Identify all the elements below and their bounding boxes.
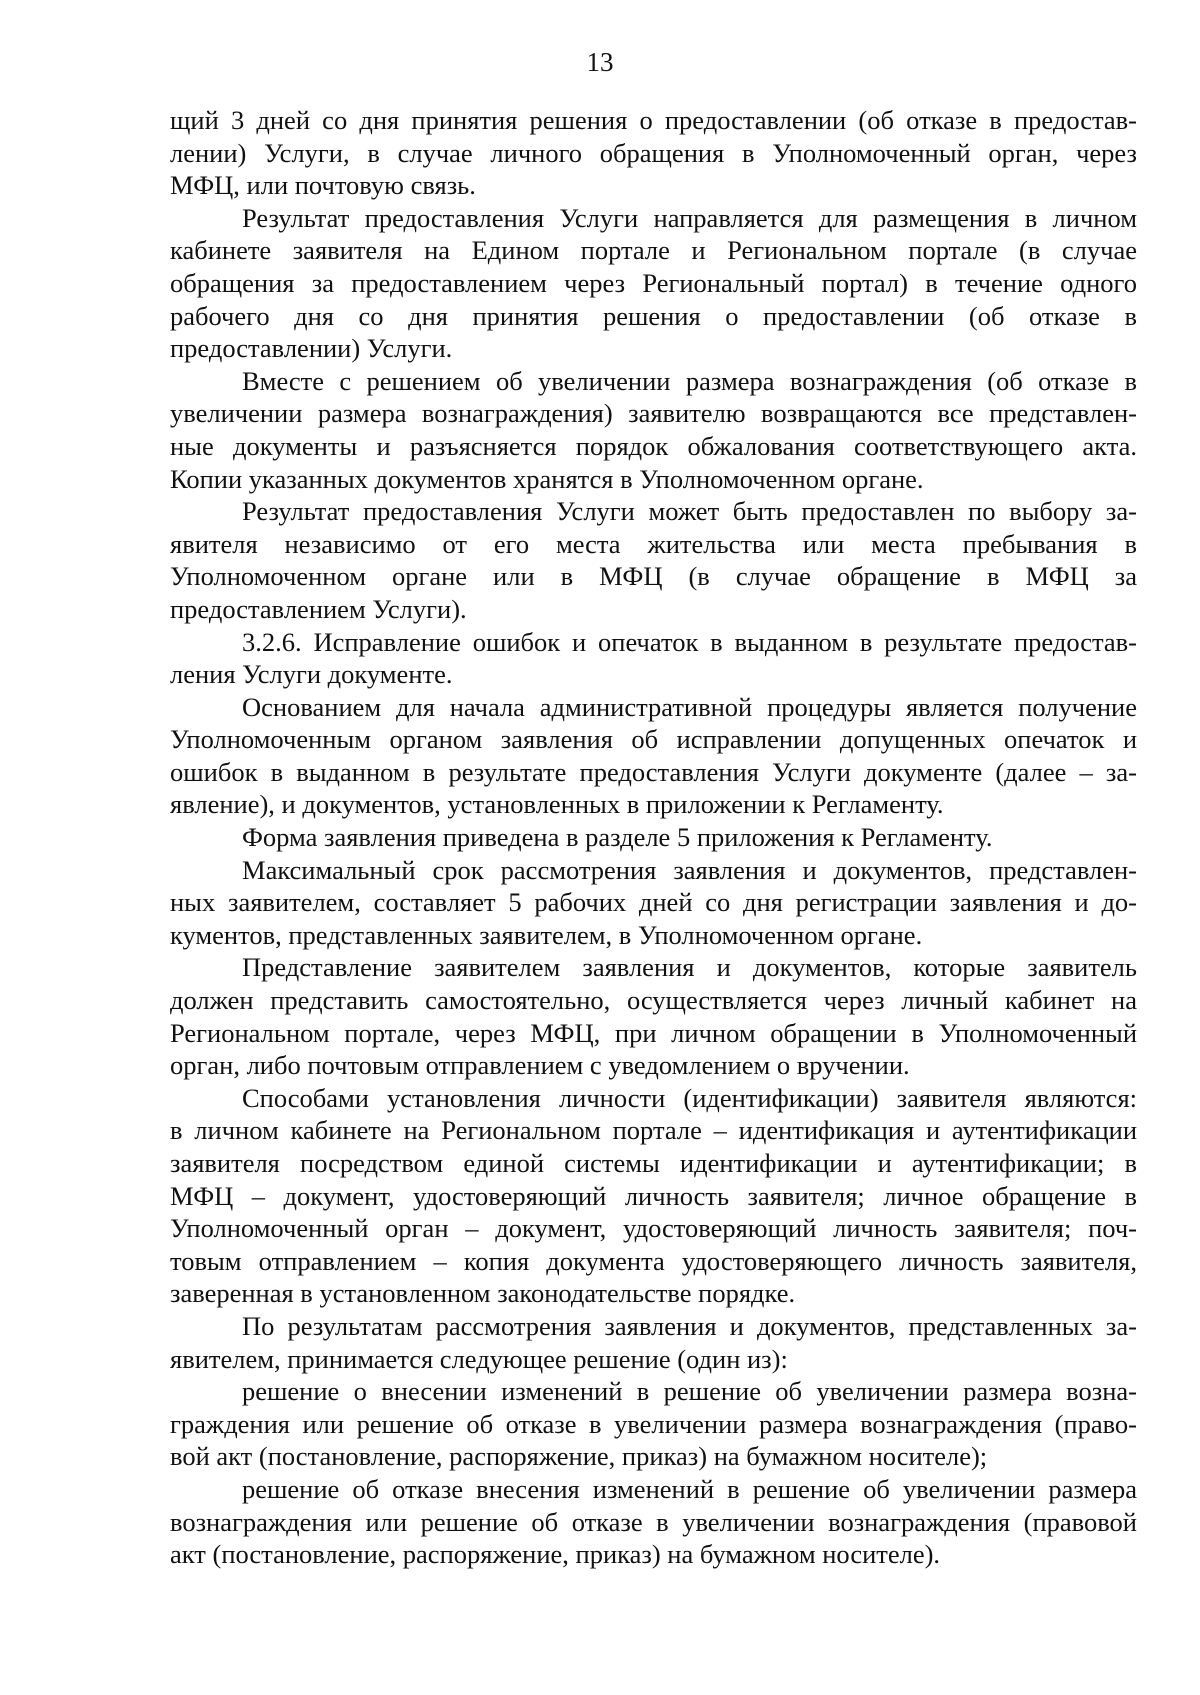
text-line: Результат предоставления Услуги может быть предоставлен по выбору за- bbox=[242, 496, 1137, 527]
text-line: предоставлении) Услуги. bbox=[170, 333, 453, 364]
page-number: 13 bbox=[586, 47, 614, 77]
paragraph bbox=[170, 1082, 1137, 1310]
text-line: рабочего дня со дня принятия решения о предоставлении (об отказе в bbox=[170, 300, 1137, 331]
text-line: решение об отказе внесения изменений в решение об увеличении размера bbox=[242, 1473, 1137, 1504]
text-line: ления Услуги документе. bbox=[170, 659, 453, 690]
text-line: Уполномоченным органом заявления об исправлении допущенных опечаток и bbox=[170, 724, 1137, 755]
paragraph bbox=[170, 495, 1137, 625]
text-line: предоставлением Услуги). bbox=[170, 593, 467, 624]
paragraph bbox=[170, 1375, 1137, 1473]
text-line: Способами установления личности (идентификации) заявителя являются: bbox=[242, 1082, 1137, 1113]
document-body bbox=[170, 104, 1137, 1571]
text-line: кабинете заявителя на Едином портале и Региональном портале (в случае bbox=[170, 235, 1137, 266]
text-line: Копии указанных документов хранятся в Уполномоченном органе. bbox=[170, 463, 924, 494]
text-line: кументов, представленных заявителем, в Уполномоченном органе. bbox=[170, 919, 923, 950]
paragraph bbox=[170, 691, 1137, 821]
text-line: обращения за предоставлением через Региональный портал) в течение одного bbox=[170, 267, 1137, 298]
text-line: Представление заявителем заявления и документов, которые заявитель bbox=[242, 952, 1137, 983]
text-line: товым отправлением – копия документа удостоверяющего личность заявителя, bbox=[170, 1245, 1137, 1276]
text-line: Вместе с решением об увеличении размера вознаграждения (об отказе в bbox=[242, 365, 1137, 396]
text-line: ошибок в выданном в результате предоставления Услуги документе (далее – за- bbox=[170, 756, 1137, 787]
text-line: лении) Услуги, в случае личного обращения в Уполномоченный орган, через bbox=[170, 137, 1137, 168]
text-line: МФЦ – документ, удостоверяющий личность заявителя; личное обращение в bbox=[170, 1180, 1137, 1211]
paragraph bbox=[170, 1473, 1137, 1571]
text-line: заявителя посредством единой системы идентификации и аутентификации; в bbox=[170, 1148, 1137, 1178]
text-line: Уполномоченном органе или в МФЦ (в случае обращение в МФЦ за bbox=[170, 561, 1137, 592]
text-line: Результат предоставления Услуги направляется для размещения в личном bbox=[242, 202, 1137, 233]
text-line: 3.2.6. Исправление ошибок и опечаток в выданном в результате предостав- bbox=[242, 626, 1137, 657]
text-line: ные документы и разъясняется порядок обжалования соответствующего акта. bbox=[170, 430, 1137, 461]
text-line: должен представить самостоятельно, осуществляется через личный кабинет на bbox=[170, 985, 1137, 1016]
paragraph bbox=[170, 821, 1137, 854]
text-line: Региональном портале, через МФЦ, при личном обращении в Уполномоченный bbox=[170, 1017, 1137, 1048]
text-line: явителя независимо от его места жительства или места пребывания в bbox=[170, 528, 1137, 559]
paragraph bbox=[170, 951, 1137, 1081]
text-line: явителем, принимается следующее решение (один из): bbox=[170, 1343, 788, 1374]
text-line: граждения или решение об отказе в увеличении размера вознаграждения (право- bbox=[170, 1408, 1137, 1439]
text-line: решение о внесении изменений в решение об увеличении размера возна- bbox=[242, 1376, 1137, 1407]
text-line: МФЦ, или почтовую связь. bbox=[170, 170, 476, 201]
text-line: щий 3 дней со дня принятия решения о предоставлении (об отказе в предостав- bbox=[170, 105, 1137, 135]
text-line: Основанием для начала административной процедуры является получение bbox=[242, 691, 1137, 722]
text-line: ных заявителем, составляет 5 рабочих дней со дня регистрации заявления и до- bbox=[170, 887, 1137, 918]
text-line: в личном кабинете на Региональном портале – идентификация и аутентификации bbox=[170, 1115, 1137, 1146]
paragraph bbox=[170, 104, 1137, 202]
paragraph bbox=[170, 854, 1137, 952]
paragraph bbox=[170, 365, 1137, 495]
text-line: Форма заявления приведена в разделе 5 приложения к Регламенту. bbox=[242, 822, 993, 853]
text-line: вознаграждения или решение об отказе в увеличении вознаграждения (правовой bbox=[170, 1506, 1137, 1537]
text-line: вой акт (постановление, распоряжение, приказ) на бумажном носителе); bbox=[170, 1441, 988, 1472]
paragraph bbox=[170, 626, 1137, 691]
text-line: заверенная в установленном законодательстве порядке. bbox=[170, 1278, 796, 1309]
text-line: увеличении размера вознаграждения) заявителю возвращаются все представлен- bbox=[170, 398, 1137, 429]
paragraph bbox=[170, 1310, 1137, 1375]
text-line: явление), и документов, установленных в приложении к Регламенту. bbox=[170, 789, 944, 820]
paragraph bbox=[170, 202, 1137, 365]
text-line: акт (постановление, распоряжение, приказ) на бумажном носителе). bbox=[170, 1539, 941, 1570]
text-line: орган, либо почтовым отправлением с уведомлением о вручении. bbox=[170, 1050, 910, 1081]
text-line: Уполномоченный орган – документ, удостоверяющий личность заявителя; поч- bbox=[170, 1213, 1137, 1244]
text-line: По результатам рассмотрения заявления и документов, представленных за- bbox=[242, 1310, 1137, 1341]
text-line: Максимальный срок рассмотрения заявления и документов, представлен- bbox=[242, 854, 1137, 885]
